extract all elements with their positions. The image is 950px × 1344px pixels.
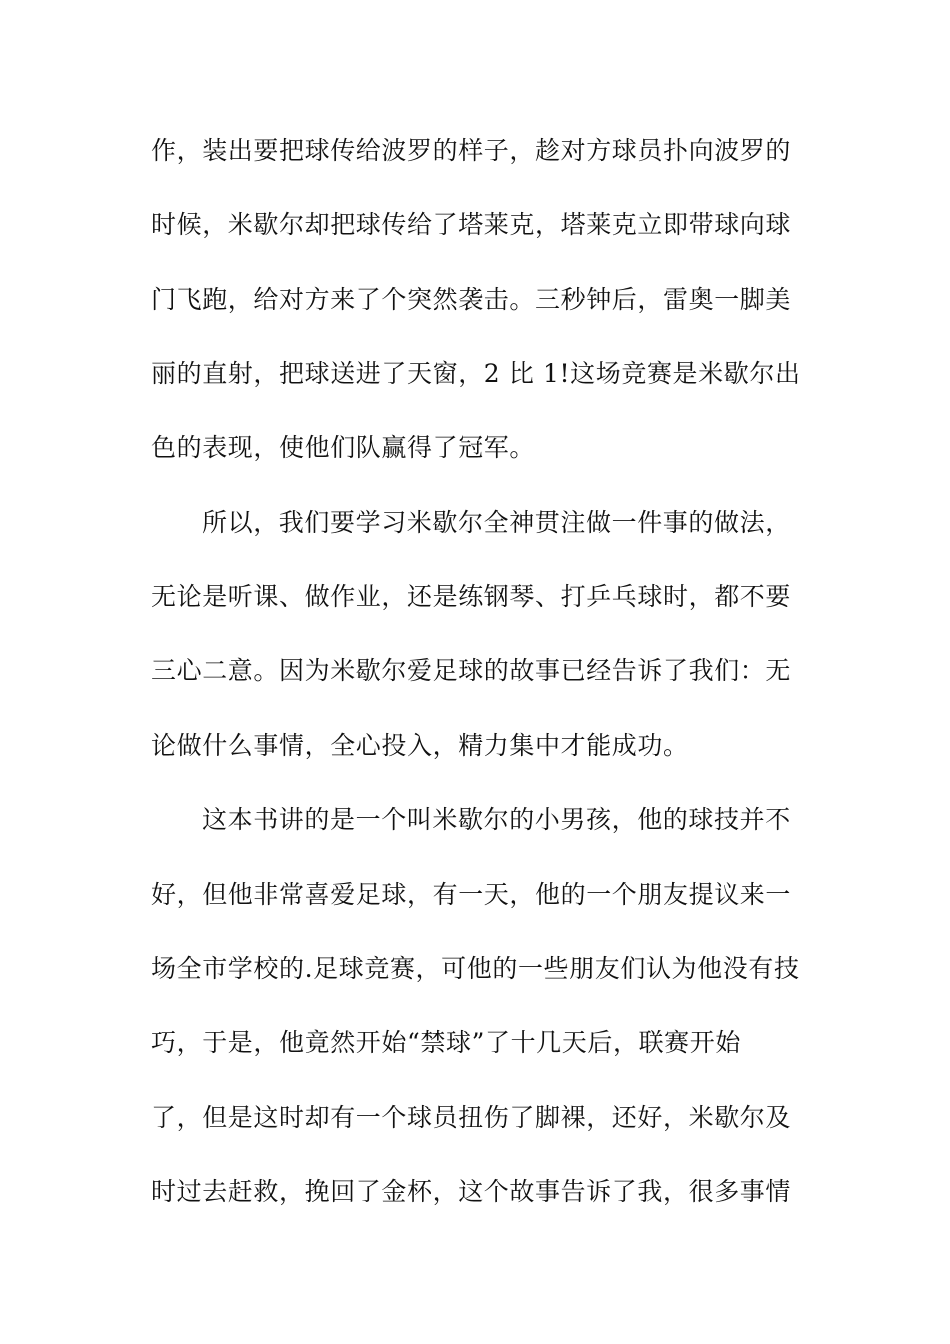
text-line: 巧，于是，他竟然开始“禁球”了十几天后，联赛开始 [151, 1028, 741, 1057]
text-line: 无论是听课、做作业，还是练钢琴、打乒乓球时，都不要 [151, 582, 792, 611]
text-line: 时过去赶救，挽回了金杯，这个故事告诉了我，很多事情 [151, 1177, 792, 1206]
text-line: 时候，米歇尔却把球传给了塔莱克，塔莱克立即带球向球 [151, 210, 792, 239]
text-line: 丽的直射，把球送进了天窗，2 比 1!这场竞赛是米歇尔出 [151, 359, 801, 388]
text-line: 三心二意。因为米歇尔爱足球的故事已经告诉了我们：无 [151, 656, 792, 685]
text-line: 好，但他非常喜爱足球，有一天，他的一个朋友提议来一 [151, 880, 792, 909]
paragraph-start-line: 所以，我们要学习米歇尔全神贯注做一件事的做法， [202, 508, 791, 537]
text-line: 了，但是这时却有一个球员扭伤了脚裸，还好，米歇尔及 [151, 1103, 792, 1132]
text-line: 论做什么事情，全心投入，精力集中才能成功。 [151, 731, 689, 760]
paragraph-start-line: 这本书讲的是一个叫米歇尔的小男孩，他的球技并不 [202, 805, 791, 834]
text-line: 场全市学校的.足球竞赛，可他的一些朋友们认为他没有技 [151, 954, 800, 983]
text-line: 色的表现，使他们队赢得了冠军。 [151, 433, 536, 462]
text-line: 作，装出要把球传给波罗的样子，趁对方球员扑向波罗的 [151, 136, 792, 165]
text-line: 门飞跑，给对方来了个突然袭击。三秒钟后，雷奥一脚美 [151, 285, 792, 314]
